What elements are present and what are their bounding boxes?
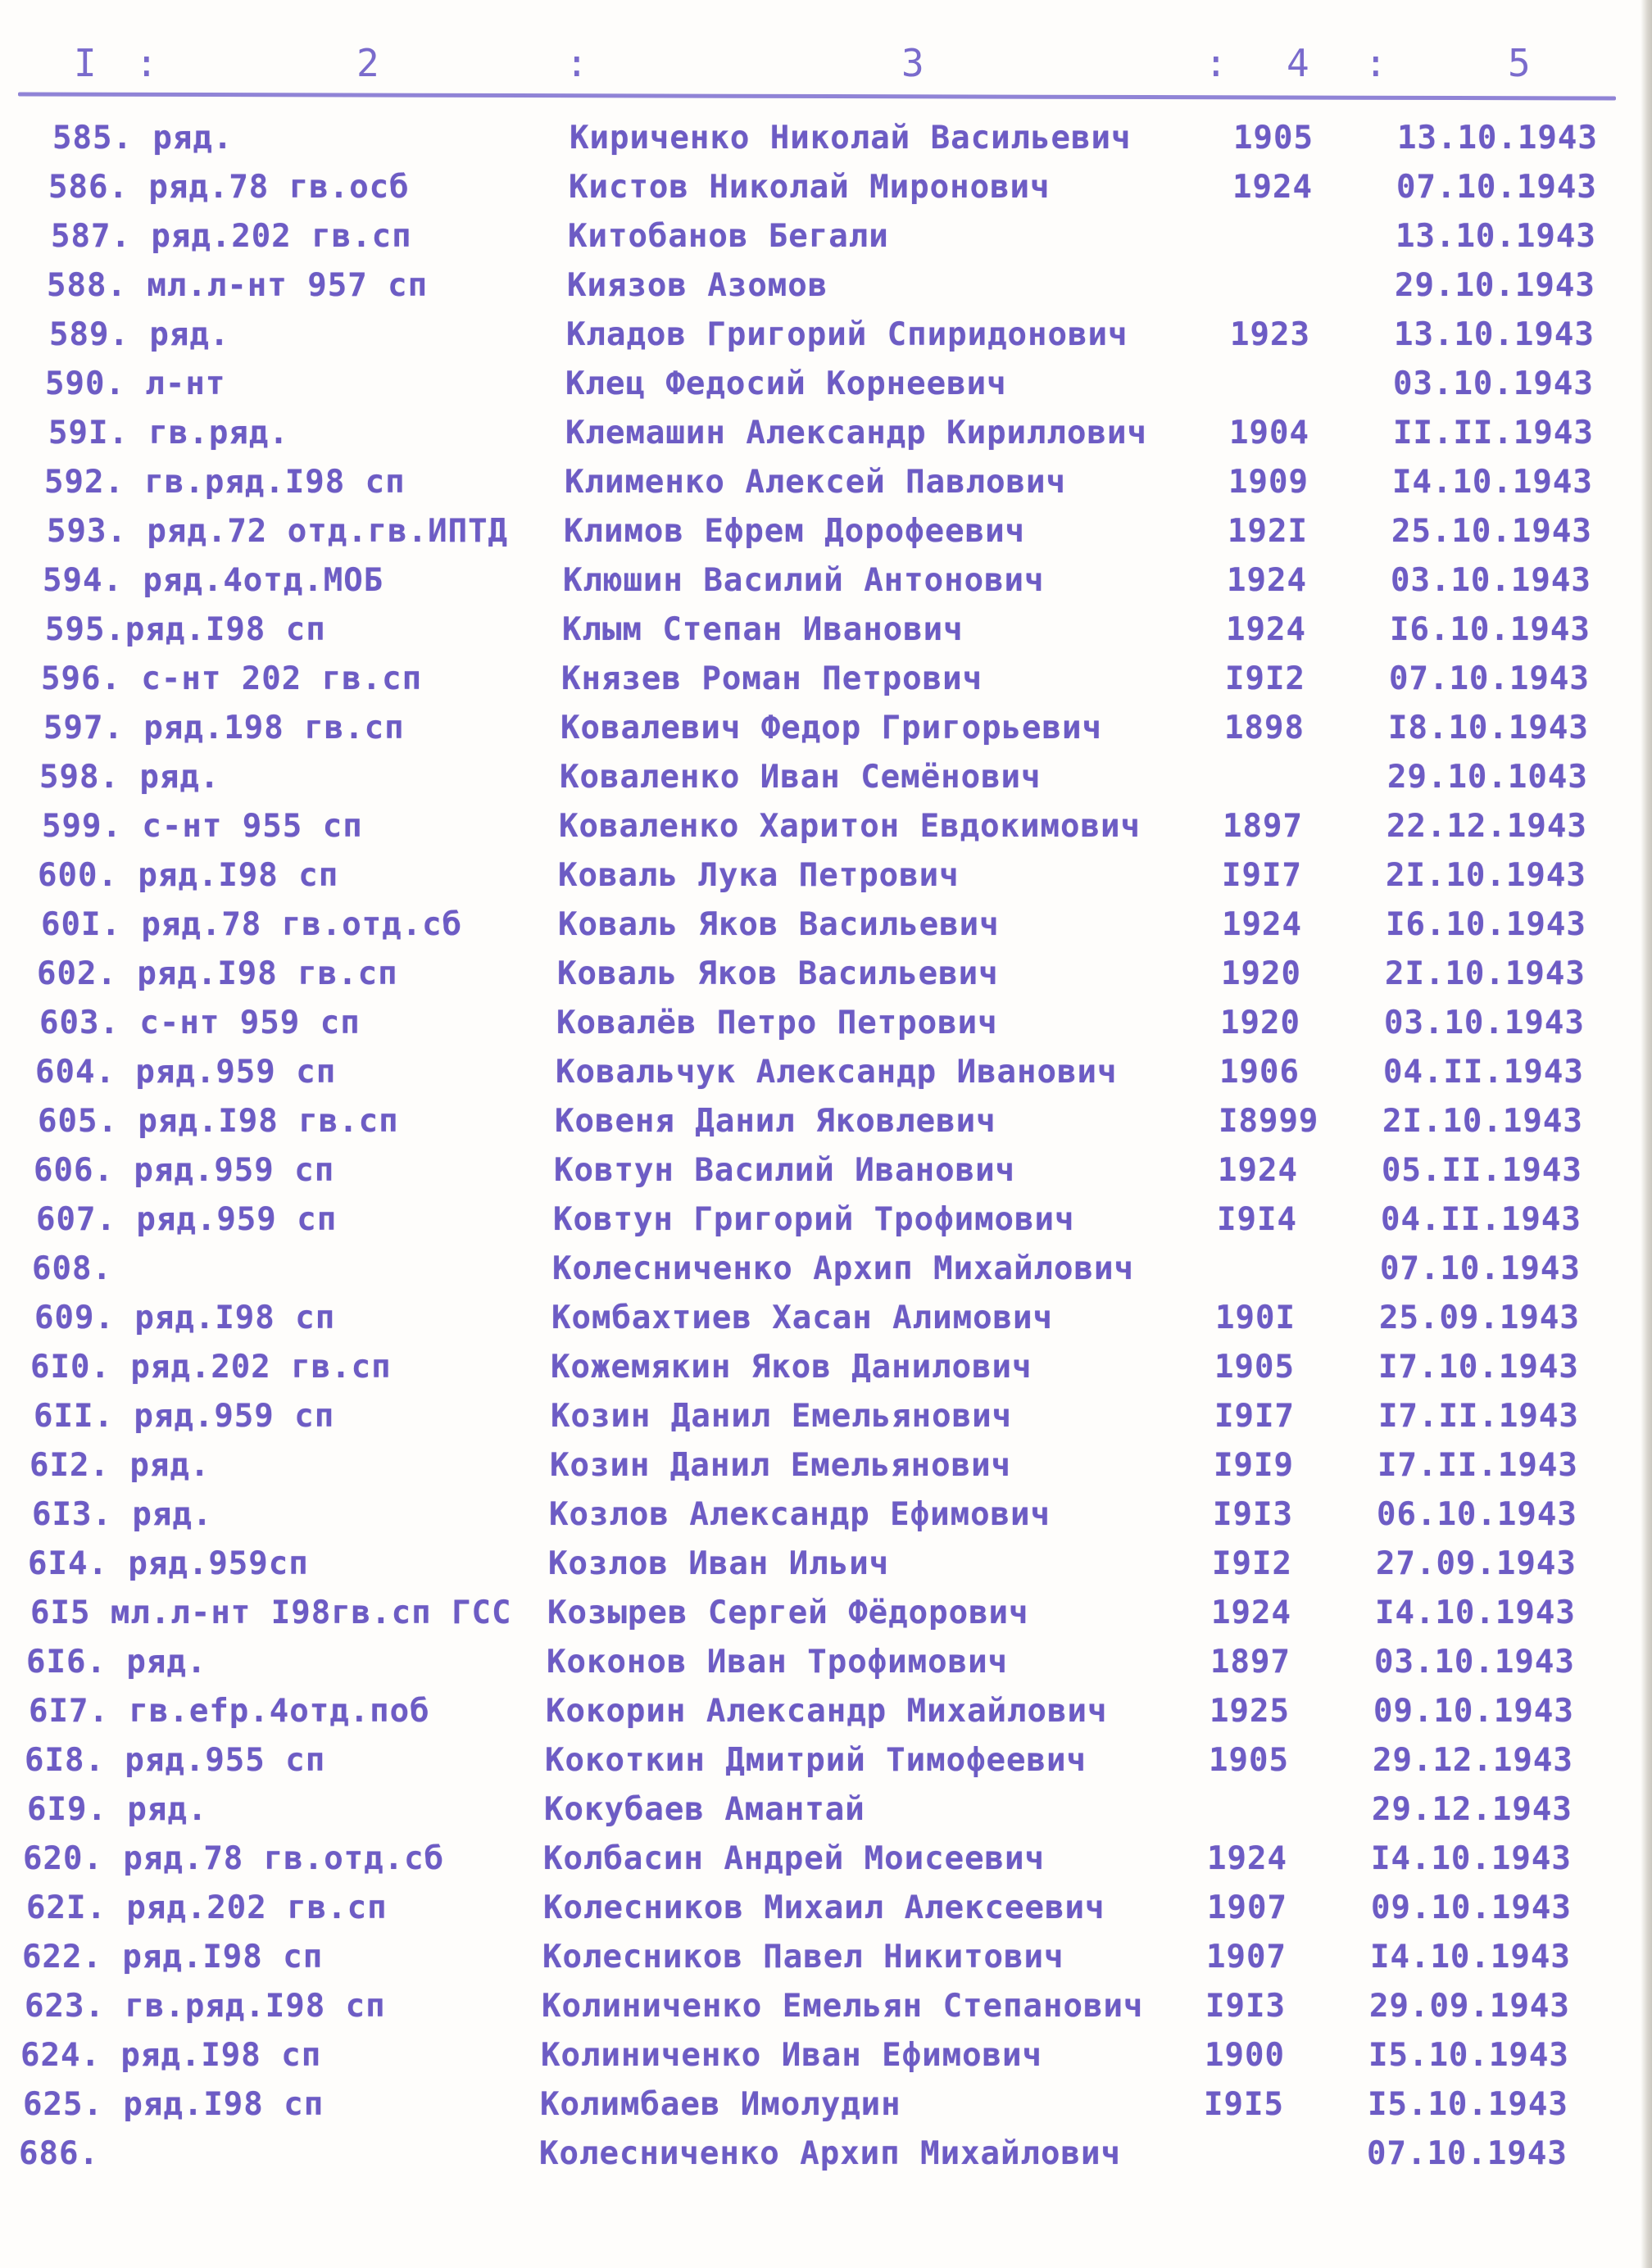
- table-row: [0, 213, 1639, 262]
- row-birth-year: 1923: [1230, 316, 1310, 353]
- row-date: I4.10.1943: [1370, 1939, 1571, 1975]
- row-date: I7.II.1943: [1378, 1398, 1579, 1435]
- header-col3: 3: [901, 41, 926, 85]
- row-birth-year: 1905: [1209, 1742, 1289, 1779]
- row-date: I6.10.1943: [1390, 611, 1591, 648]
- table-row: [0, 950, 1639, 1000]
- row-birth-year: 1924: [1227, 562, 1307, 599]
- row-full-name: Коваль Яков Васильевич: [558, 906, 1000, 943]
- row-full-name: Коваленко Харитон Евдокимович: [559, 808, 1141, 845]
- table-row: [0, 1295, 1639, 1344]
- row-number-rank: 6I5 мл.л-нт I98гв.сп ГСС: [30, 1594, 512, 1631]
- row-date: I4.10.1943: [1375, 1594, 1576, 1631]
- table-row: [0, 852, 1639, 901]
- row-number-rank: 594. ряд.4отд.МОБ: [43, 562, 384, 599]
- table-row: [0, 164, 1639, 213]
- row-number-rank: 608.: [32, 1250, 112, 1287]
- row-number-rank: 6I7. гв.efp.4отд.поб: [29, 1693, 430, 1730]
- row-date: I7.10.1943: [1378, 1349, 1579, 1386]
- row-date: I7.II.1943: [1377, 1447, 1578, 1484]
- row-full-name: Ковеня Данил Яковлевич: [555, 1103, 996, 1140]
- row-date: 29.12.1943: [1373, 1742, 1573, 1779]
- row-full-name: Князев Роман Петрович: [561, 660, 983, 697]
- table-row: [0, 459, 1639, 508]
- row-birth-year: I9I9: [1214, 1447, 1294, 1484]
- table-row: [0, 606, 1639, 655]
- row-full-name: Коконов Иван Трофимович: [547, 1644, 1009, 1681]
- row-number-rank: 622. ряд.I98 сп: [22, 1939, 324, 1975]
- row-number-rank: 623. гв.ряд.I98 сп: [25, 1988, 386, 2025]
- header-col1: I: [74, 41, 98, 85]
- row-date: 27.09.1943: [1376, 1545, 1577, 1582]
- row-number-rank: 604. ряд.959 сп: [35, 1054, 337, 1091]
- row-date: 07.10.1943: [1367, 2135, 1568, 2172]
- row-date: 29.10.1943: [1395, 267, 1595, 304]
- row-full-name: Ковалёв Петро Петрович: [556, 1005, 998, 1041]
- row-number-rank: 59I. гв.ряд.: [48, 415, 289, 451]
- row-date: 09.10.1943: [1371, 1889, 1572, 1926]
- table-row: [0, 2032, 1639, 2081]
- table-row: [0, 1835, 1639, 1885]
- row-full-name: Колесников Павел Никитович: [542, 1939, 1064, 1975]
- row-full-name: Козлов Иван Ильич: [548, 1545, 890, 1582]
- row-date: 22.12.1943: [1386, 808, 1587, 845]
- row-birth-year: 1907: [1207, 1889, 1287, 1926]
- row-date: 25.09.1943: [1379, 1300, 1580, 1336]
- row-number-rank: 6I3. ряд.: [32, 1496, 213, 1533]
- row-birth-year: 1904: [1229, 415, 1309, 451]
- row-number-rank: 6I8. ряд.955 сп: [25, 1742, 326, 1779]
- row-full-name: Колесниченко Архип Михайлович: [552, 1250, 1134, 1287]
- row-birth-year: I9I4: [1217, 1201, 1297, 1238]
- row-number-rank: 605. ряд.I98 гв.сп: [38, 1103, 399, 1140]
- table-row: [0, 508, 1639, 557]
- row-full-name: Колесниченко Архип Михайлович: [539, 2135, 1121, 2172]
- row-full-name: Колиниченко Емельян Степанович: [542, 1988, 1144, 2025]
- row-full-name: Клюшин Василий Антонович: [563, 562, 1045, 599]
- row-full-name: Колбасин Андрей Моисеевич: [543, 1840, 1045, 1877]
- row-number-rank: 603. с-нт 959 сп: [39, 1005, 361, 1041]
- row-number-rank: 599. с-нт 955 сп: [42, 808, 363, 845]
- row-birth-year: 190I: [1215, 1300, 1296, 1336]
- table-row: [0, 2130, 1639, 2180]
- row-number-rank: 60I. ряд.78 гв.отд.сб: [41, 906, 463, 943]
- column-header: [0, 33, 1652, 98]
- table-row: [0, 410, 1639, 459]
- row-date: 2I.10.1943: [1386, 857, 1586, 894]
- row-number-rank: 593. ряд.72 отд.гв.ИПТД: [47, 513, 509, 550]
- table-row: [0, 1737, 1639, 1786]
- table-row: [0, 1344, 1639, 1393]
- row-number-rank: 595.ряд.I98 сп: [45, 611, 326, 648]
- row-full-name: Кокорин Александр Михайлович: [546, 1693, 1108, 1730]
- row-birth-year: 1924: [1218, 1152, 1298, 1189]
- row-full-name: Клименко Алексей Павлович: [565, 464, 1066, 501]
- row-number-rank: 624. ряд.I98 сп: [20, 2037, 322, 2074]
- table-row: [0, 1393, 1639, 1442]
- row-number-rank: 587. ряд.202 гв.сп: [51, 218, 412, 255]
- row-birth-year: 1924: [1211, 1594, 1291, 1631]
- row-number-rank: 6I6. ряд.: [26, 1644, 207, 1681]
- row-date: 09.10.1943: [1373, 1693, 1574, 1730]
- header-col4: 4: [1287, 41, 1311, 85]
- header-sep4: :: [1364, 41, 1389, 85]
- row-full-name: Кокубаев Амантай: [544, 1791, 865, 1828]
- row-number-rank: 585. ряд.: [52, 120, 234, 156]
- table-row: [0, 655, 1639, 705]
- row-number-rank: 597. ряд.198 гв.сп: [43, 710, 405, 746]
- table-row: [0, 557, 1639, 606]
- table-row: [0, 901, 1639, 950]
- row-birth-year: 1924: [1207, 1840, 1287, 1877]
- row-number-rank: 607. ряд.959 сп: [36, 1201, 338, 1238]
- table-row: [0, 2081, 1639, 2130]
- table-row: [0, 1639, 1639, 1688]
- header-sep2: :: [565, 41, 590, 85]
- row-number-rank: 606. ряд.959 сп: [34, 1152, 335, 1189]
- header-col5: 5: [1508, 41, 1532, 85]
- row-number-rank: 625. ряд.I98 сп: [23, 2086, 324, 2123]
- row-date: 07.10.1943: [1389, 660, 1590, 697]
- row-full-name: Колимбаев Имолудин: [540, 2086, 901, 2123]
- row-birth-year: 1897: [1210, 1644, 1291, 1681]
- table-row: [0, 1049, 1639, 1098]
- row-date: 04.II.1943: [1383, 1054, 1584, 1091]
- row-birth-year: 1925: [1210, 1693, 1290, 1730]
- table-row: [0, 1098, 1639, 1147]
- row-full-name: Коваль Лука Петрович: [558, 857, 960, 894]
- row-date: 06.10.1943: [1377, 1496, 1577, 1533]
- row-number-rank: 6II. ряд.959 сп: [34, 1398, 335, 1435]
- row-full-name: Кладов Григорий Спиридонович: [566, 316, 1128, 353]
- table-row: [0, 115, 1639, 164]
- row-date: 13.10.1943: [1397, 120, 1598, 156]
- row-date: II.II.1943: [1393, 415, 1594, 451]
- row-birth-year: 1906: [1219, 1054, 1300, 1091]
- row-number-rank: 6I0. ряд.202 гв.сп: [30, 1349, 392, 1386]
- row-full-name: Козин Данил Емельянович: [551, 1398, 1013, 1435]
- row-birth-year: 1900: [1205, 2037, 1285, 2074]
- row-full-name: Клец Федосий Корнеевич: [565, 365, 1007, 402]
- row-birth-year: 1898: [1224, 710, 1305, 746]
- row-date: I4.10.1943: [1392, 464, 1593, 501]
- row-full-name: Козлов Александр Ефимович: [549, 1496, 1051, 1533]
- row-number-rank: 609. ряд.I98 сп: [34, 1300, 336, 1336]
- row-birth-year: I9I3: [1213, 1496, 1293, 1533]
- scan-edge: [1641, 0, 1652, 2268]
- row-date: 03.10.1943: [1391, 562, 1591, 599]
- row-full-name: Ковтун Василий Иванович: [554, 1152, 1016, 1189]
- row-full-name: Клемашин Александр Кириллович: [565, 415, 1147, 451]
- row-full-name: Коваль Яков Васильевич: [557, 955, 999, 992]
- table-row: [0, 361, 1639, 410]
- row-birth-year: 1920: [1221, 955, 1301, 992]
- row-number-rank: 588. мл.л-нт 957 сп: [47, 267, 429, 304]
- table-row: [0, 1786, 1639, 1835]
- row-date: 03.10.1943: [1374, 1644, 1575, 1681]
- record-list: [0, 115, 1639, 2180]
- row-birth-year: 1905: [1233, 120, 1314, 156]
- row-birth-year: 1924: [1222, 906, 1302, 943]
- row-number-rank: 596. с-нт 202 гв.сп: [41, 660, 423, 697]
- table-row: [0, 1442, 1639, 1491]
- table-row: [0, 1147, 1639, 1196]
- row-full-name: Клым Степан Иванович: [562, 611, 964, 648]
- table-row: [0, 1196, 1639, 1245]
- row-birth-year: 1907: [1206, 1939, 1287, 1975]
- row-number-rank: 592. гв.ряд.I98 сп: [44, 464, 406, 501]
- row-birth-year: 192I: [1228, 513, 1308, 550]
- table-row: [0, 1000, 1639, 1049]
- row-full-name: Кокоткин Дмитрий Тимофеевич: [545, 1742, 1087, 1779]
- row-full-name: Кистов Николай Миронович: [569, 169, 1051, 206]
- row-number-rank: 589. ряд.: [49, 316, 230, 353]
- row-birth-year: I9I5: [1204, 2086, 1284, 2123]
- row-date: 29.09.1943: [1369, 1988, 1570, 2025]
- row-birth-year: 1905: [1214, 1349, 1295, 1386]
- row-date: 13.10.1943: [1394, 316, 1595, 353]
- row-full-name: Кириченко Николай Васильевич: [570, 120, 1132, 156]
- row-birth-year: I9I7: [1222, 857, 1302, 894]
- row-full-name: Киязов Азомов: [567, 267, 828, 304]
- row-date: I6.10.1943: [1386, 906, 1586, 943]
- table-row: [0, 1540, 1639, 1590]
- table-row: [0, 705, 1639, 754]
- row-date: 05.II.1943: [1382, 1152, 1582, 1189]
- table-row: [0, 262, 1639, 311]
- row-full-name: Ковтун Григорий Трофимович: [553, 1201, 1075, 1238]
- row-number-rank: 590. л-нт: [45, 365, 226, 402]
- row-date: I5.10.1943: [1368, 2086, 1568, 2123]
- row-full-name: Козин Данил Емельянович: [550, 1447, 1012, 1484]
- row-date: 03.10.1943: [1384, 1005, 1585, 1041]
- row-full-name: Китобанов Бегали: [568, 218, 889, 255]
- row-full-name: Комбахтиев Хасан Алимович: [551, 1300, 1053, 1336]
- row-date: 25.10.1943: [1391, 513, 1592, 550]
- table-row: [0, 1245, 1639, 1295]
- table-row: [0, 1688, 1639, 1737]
- row-number-rank: 6I9. ряд.: [27, 1791, 208, 1828]
- header-col2: 2: [356, 41, 381, 85]
- row-number-rank: 62I. ряд.202 гв.сп: [26, 1889, 388, 1926]
- row-full-name: Козырев Сергей Фёдорович: [547, 1594, 1029, 1631]
- row-date: 29.10.1043: [1387, 759, 1588, 796]
- row-date: I4.10.1943: [1371, 1840, 1572, 1877]
- row-full-name: Коваленко Иван Семёнович: [560, 759, 1042, 796]
- row-date: 2I.10.1943: [1382, 1103, 1583, 1140]
- table-row: [0, 1590, 1639, 1639]
- row-full-name: Ковальчук Александр Иванович: [556, 1054, 1118, 1091]
- row-birth-year: I9I2: [1212, 1545, 1292, 1582]
- row-full-name: Климов Ефрем Дорофеевич: [564, 513, 1026, 550]
- row-full-name: Ковалевич Федор Григорьевич: [560, 710, 1102, 746]
- row-birth-year: I9I2: [1225, 660, 1305, 697]
- table-row: [0, 1934, 1639, 1983]
- row-birth-year: I9I3: [1205, 1988, 1286, 2025]
- row-birth-year: 1924: [1232, 169, 1313, 206]
- header-sep1: :: [135, 41, 160, 85]
- row-date: 04.II.1943: [1381, 1201, 1582, 1238]
- row-number-rank: 620. ряд.78 гв.отд.сб: [23, 1840, 445, 1877]
- row-full-name: Колиниченко Иван Ефимович: [541, 2037, 1042, 2074]
- row-date: 2I.10.1943: [1385, 955, 1586, 992]
- row-date: 13.10.1943: [1396, 218, 1596, 255]
- row-birth-year: 1920: [1220, 1005, 1300, 1041]
- row-date: I5.10.1943: [1368, 2037, 1569, 2074]
- row-number-rank: 6I2. ряд.: [30, 1447, 211, 1484]
- row-full-name: Кожемякин Яков Данилович: [551, 1349, 1032, 1386]
- row-number-rank: 600. ряд.I98 сп: [38, 857, 339, 894]
- row-birth-year: 1924: [1226, 611, 1306, 648]
- row-birth-year: 1897: [1223, 808, 1303, 845]
- row-number-rank: 598. ряд.: [39, 759, 220, 796]
- row-number-rank: 6I4. ряд.959сп: [28, 1545, 309, 1582]
- table-row: [0, 754, 1639, 803]
- table-row: [0, 803, 1639, 852]
- row-number-rank: 602. ряд.I98 гв.сп: [37, 955, 398, 992]
- table-row: [0, 311, 1639, 361]
- row-full-name: Колесников Михаил Алексеевич: [543, 1889, 1105, 1926]
- row-birth-year: 1909: [1228, 464, 1309, 501]
- row-number-rank: 586. ряд.78 гв.осб: [48, 169, 410, 206]
- table-row: [0, 1983, 1639, 2032]
- row-date: I8.10.1943: [1388, 710, 1589, 746]
- row-birth-year: I9I7: [1214, 1398, 1295, 1435]
- row-date: 07.10.1943: [1380, 1250, 1581, 1287]
- header-sep3: :: [1205, 41, 1229, 85]
- row-birth-year: I8999: [1219, 1103, 1319, 1140]
- row-date: 07.10.1943: [1396, 169, 1597, 206]
- row-date: 29.12.1943: [1372, 1791, 1573, 1828]
- row-date: 03.10.1943: [1393, 365, 1594, 402]
- row-number-rank: 686.: [19, 2135, 99, 2172]
- table-row: [0, 1491, 1639, 1540]
- table-row: [0, 1885, 1639, 1934]
